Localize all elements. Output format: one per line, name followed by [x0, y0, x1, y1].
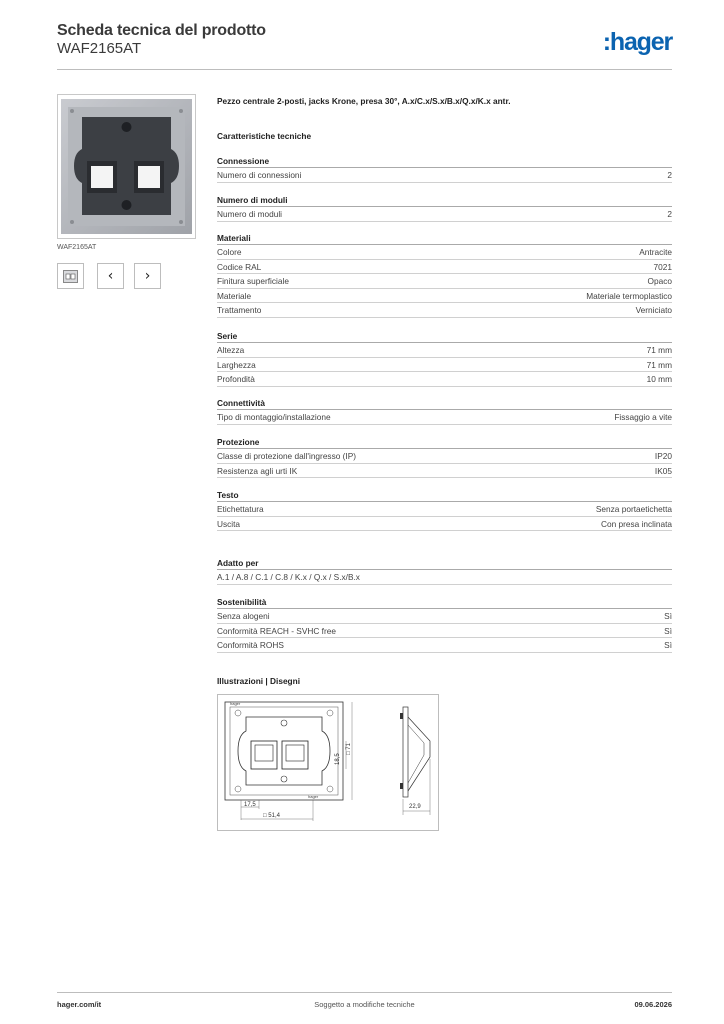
spec-label: Conformità REACH - SVHC free: [217, 625, 336, 636]
tech-specs-heading: Caratteristiche tecniche: [217, 131, 312, 141]
thumbnail-image-icon: [63, 270, 78, 283]
spec-value: 2: [667, 170, 672, 180]
spec-row: [217, 502, 672, 517]
dimension-label: 22,9: [409, 804, 421, 810]
spec-label: Classe di protezione dall'ingresso (IP): [217, 451, 357, 461]
spec-value: IK05: [654, 465, 672, 476]
footer-notice: Soggetto a modifiche tecniche: [314, 1000, 415, 1009]
spec-value: 7021: [653, 261, 672, 272]
footer-website-link[interactable]: hager.com/it: [57, 1000, 102, 1009]
spec-row: [217, 464, 672, 479]
drawings-title: Illustrazioni | Disegni: [217, 676, 300, 686]
spec-row: [217, 343, 672, 358]
section-materiali: [217, 232, 672, 318]
spec-label: Trattamento: [217, 305, 262, 316]
section-title: Materiali: [217, 232, 672, 245]
spec-value: Senza portaetichetta: [595, 504, 672, 514]
spec-label: Numero di moduli: [217, 209, 283, 219]
spec-value: IP20: [654, 451, 672, 461]
product-description: Pezzo centrale 2-posti, jacks Krone, presa 30°, A.x/C.x/S.x/B.x/Q.x/K.x antr.: [217, 96, 511, 106]
page-header: [57, 22, 672, 70]
dimension-label: 17,5: [244, 802, 256, 808]
spec-value: Sì: [664, 625, 672, 636]
spec-value: Con presa inclinata: [600, 518, 672, 529]
spec-label: Codice RAL: [217, 261, 262, 272]
spec-label: Larghezza: [217, 359, 256, 370]
dimension-label: □ 71: [346, 743, 352, 755]
spec-row: [217, 609, 672, 624]
product-thumbnail-icon[interactable]: [57, 263, 84, 289]
spec-row: [217, 303, 672, 318]
section-title: Protezione: [217, 436, 672, 449]
chevron-right-icon[interactable]: ›: [134, 263, 161, 289]
spec-value: 10 mm: [646, 374, 672, 385]
section-serie: [217, 330, 672, 387]
spec-value: Verniciato: [635, 305, 672, 316]
footer-date: 09.06.2026: [634, 1000, 672, 1009]
spec-label: Materiale: [217, 290, 252, 301]
spec-value: Antracite: [639, 247, 672, 257]
technical-drawing-icon: [218, 695, 438, 830]
spec-row: [217, 274, 672, 289]
spec-value: 71 mm: [646, 345, 672, 355]
page-footer: [57, 992, 672, 1016]
spec-label: Conformità ROHS: [217, 640, 284, 651]
spec-value: Sì: [664, 640, 672, 651]
drawing-brand-mark: hager: [308, 794, 319, 799]
section-title: Connessione: [217, 155, 672, 168]
spec-value: Fissaggio a vite: [614, 412, 672, 422]
spec-label: Numero di connessioni: [217, 170, 302, 180]
section-testo: [217, 489, 672, 531]
spec-value: 2: [667, 209, 672, 219]
dimension-label: □ 51,4: [263, 813, 280, 819]
section-connessione: [217, 155, 672, 183]
section-title: Adatto per: [217, 557, 672, 570]
spec-value: Opaco: [647, 276, 672, 287]
spec-label: Resistenza agli urti IK: [217, 465, 298, 476]
spec-row: [217, 168, 672, 183]
product-photo-icon: [58, 95, 195, 238]
image-caption: WAF2165AT: [57, 244, 97, 251]
spec-row: [217, 207, 672, 222]
spec-row: [217, 358, 672, 373]
section-title: Connettività: [217, 397, 672, 410]
spec-row: [217, 372, 672, 387]
product-image: [57, 94, 196, 239]
section-title: Sostenibilità: [217, 596, 672, 609]
spec-label: Uscita: [217, 518, 241, 529]
spec-label: A.1 / A.8 / C.1 / C.8 / K.x / Q.x / S.x/B.x: [217, 572, 360, 582]
section-adatto-per: [217, 557, 672, 585]
section-numero-moduli: [217, 194, 672, 222]
spec-label: Etichettatura: [217, 504, 264, 514]
spec-row: [217, 260, 672, 275]
spec-row: [217, 449, 672, 464]
spec-row: [217, 410, 672, 425]
spec-label: Profondità: [217, 374, 255, 385]
section-title: Serie: [217, 330, 672, 343]
section-title: Testo: [217, 489, 672, 502]
spec-label: Senza alogeni: [217, 611, 270, 621]
spec-row: [217, 570, 672, 585]
chevron-left-icon[interactable]: ‹: [97, 263, 124, 289]
spec-value: Materiale termoplastico: [586, 290, 672, 301]
spec-label: Finitura superficiale: [217, 276, 289, 287]
spec-row: [217, 624, 672, 639]
spec-label: Altezza: [217, 345, 245, 355]
hager-logo: :hager: [602, 28, 672, 56]
technical-drawing: [217, 694, 439, 831]
spec-label: Colore: [217, 247, 242, 257]
spec-value: 71 mm: [646, 359, 672, 370]
section-sostenibilita: [217, 596, 672, 653]
product-code: WAF2165AT: [57, 40, 142, 57]
spec-value: Sì: [664, 611, 672, 621]
dimension-label: 18,5: [335, 753, 341, 765]
spec-label: Tipo di montaggio/installazione: [217, 412, 331, 422]
section-protezione: [217, 436, 672, 478]
section-connettivita: [217, 397, 672, 425]
page-title: Scheda tecnica del prodotto: [57, 22, 266, 39]
spec-row: [217, 289, 672, 304]
section-title: Numero di moduli: [217, 194, 672, 207]
spec-row: [217, 517, 672, 532]
drawing-brand-mark: hager: [230, 701, 241, 706]
spec-row: [217, 638, 672, 653]
spec-row: [217, 245, 672, 260]
